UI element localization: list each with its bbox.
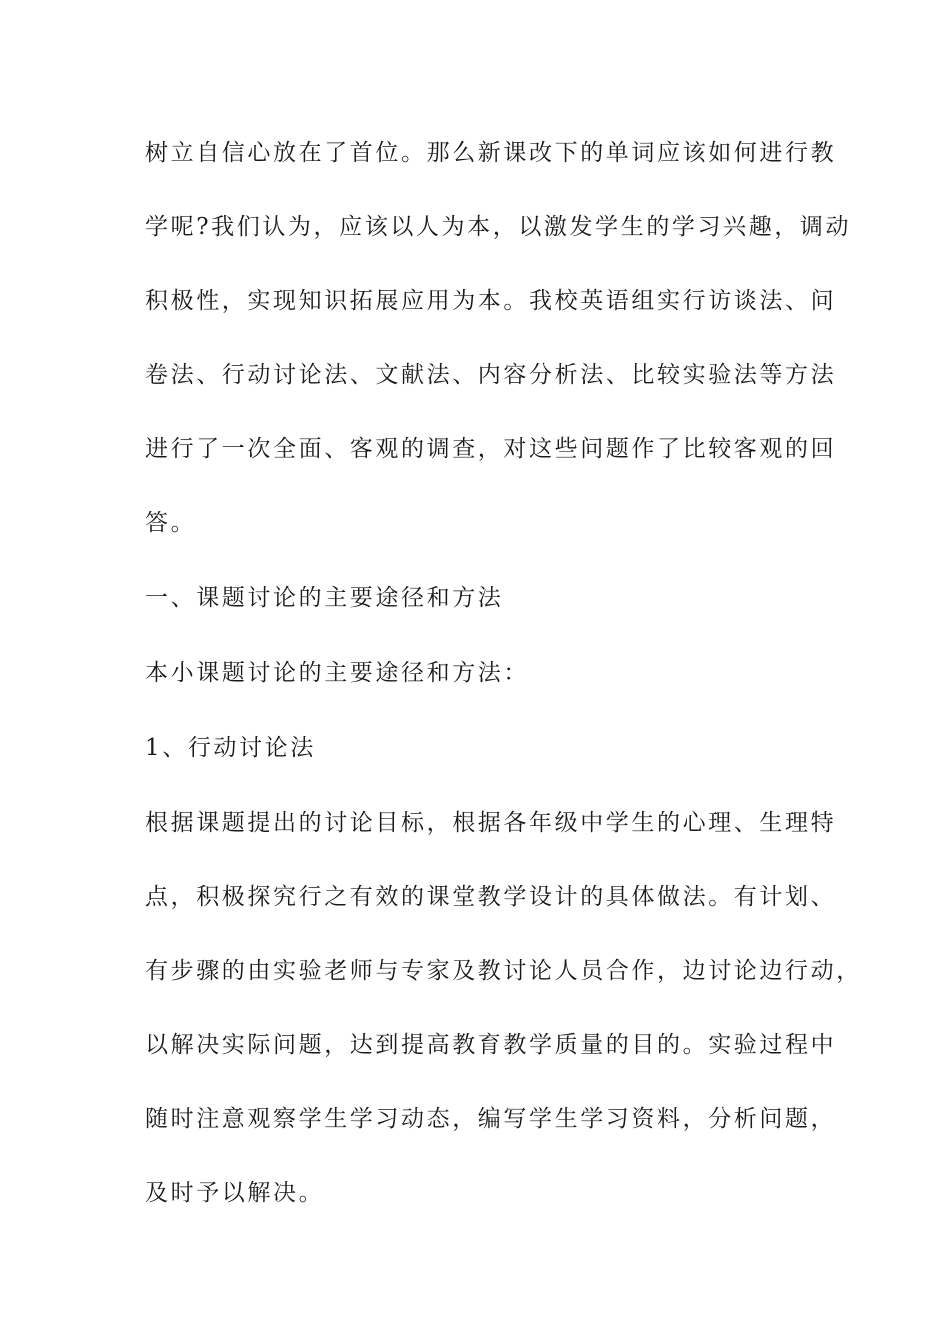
intro-line: 本小课题讨论的主要途径和方法： xyxy=(145,660,529,686)
paragraph-line-1: 树立自信心放在了首位。那么新课改下的单词应该如何进行教 xyxy=(145,140,837,166)
paragraph-line-3: 积极性，实现知识拓展应用为本。我校英语组实行访谈法、问 xyxy=(145,288,837,314)
paragraph-line-6: 答。 xyxy=(145,510,197,536)
paragraph-line-11: 随时注意观察学生学习动态，编写学生学习资料，分析问题， xyxy=(145,1106,837,1132)
subsection-heading: 1、行动讨论法 xyxy=(145,735,316,761)
paragraph-line-8: 点，积极探究行之有效的课堂教学设计的具体做法。有计划、 xyxy=(145,884,837,910)
paragraph-line-10: 以解决实际问题，达到提高教育教学质量的目的。实验过程中 xyxy=(145,1032,837,1058)
section-heading: 一、课题讨论的主要途径和方法 xyxy=(145,585,504,611)
paragraph-line-7: 根据课题提出的讨论目标，根据各年级中学生的心理、生理特 xyxy=(145,810,837,836)
paragraph-line-2: 学呢?我们认为，应该以人为本，以激发学生的学习兴趣，调动 xyxy=(145,214,852,240)
paragraph-line-4: 卷法、行动讨论法、文献法、内容分析法、比较实验法等方法 xyxy=(145,362,837,388)
paragraph-line-12: 及时予以解决。 xyxy=(145,1180,325,1206)
paragraph-line-9: 有步骤的由实验老师与专家及教讨论人员合作，边讨论边行动， xyxy=(145,958,862,984)
paragraph-line-5: 进行了一次全面、客观的调查，对这些问题作了比较客观的回 xyxy=(145,436,837,462)
